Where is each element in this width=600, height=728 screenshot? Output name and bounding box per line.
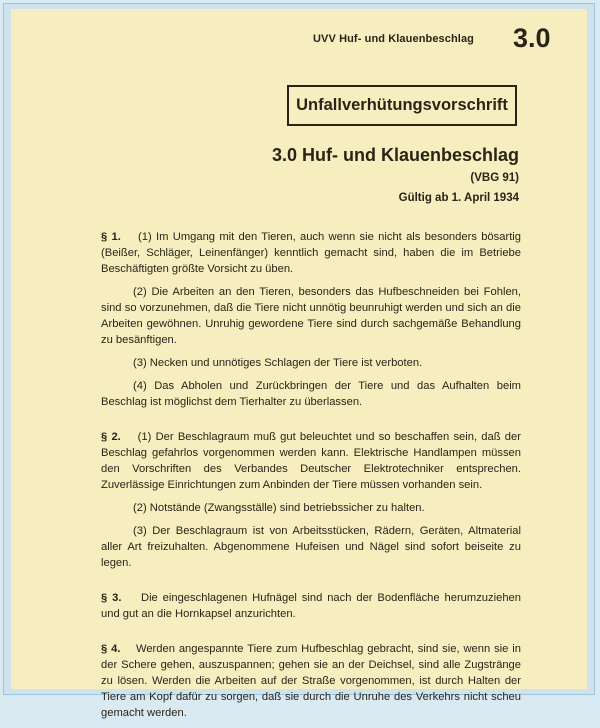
paragraph: (3) Der Beschlagraum ist von Arbeitsstücken, Rädern, Geräten, Altmaterial aller Art freizuhalten. Abgenommene Hufeisen und Nägel sind sofort beiseite zu legen. [101, 525, 521, 569]
regulation-title: Unfallverhütungsvorschrift [296, 96, 508, 114]
validity-date: Gültig ab 1. April 1934 [398, 192, 519, 204]
paragraph: (3) Necken und unnötiges Schlagen der Tiere ist verboten. [133, 357, 423, 369]
vbg-number: (VBG 91) [470, 172, 519, 184]
section-label: § 2. [101, 431, 121, 443]
paragraph-text: Werden angespannte Tiere zum Hufbeschlag gebracht, sind sie, wenn sie in der Schere gehen, auszuspannen; gehen sie an der Deichsel, sind alle Zugstränge zu lösen. Werden die Arbeiten auf der Straße vorgenommen, ist durch Halten der Tiere am Kopf dafür zu sorgen, daß sie durch die Unruhe des Verkehrs nicht scheu gemacht werden. [101, 643, 521, 719]
section-label: § 3. [101, 592, 122, 604]
paragraph: (2) Notstände (Zwangsställe) sind betriebssicher zu halten. [133, 502, 425, 514]
document-page [11, 9, 587, 719]
paragraph-text: (1) Im Umgang mit den Tieren, auch wenn sie nicht als besonders bösartig (Beißer, Schläger, Leinenfänger) kenntlich gemacht sind, haben die im Betriebe Beschäftigten größte Vorsicht zu üben. [101, 231, 522, 275]
section-label: § 1. [101, 231, 121, 243]
paragraph [101, 590, 521, 622]
paragraph-text: (1) Der Beschlagraum muß gut beleuchtet und so beschaffen sein, daß der Beschlag gefahrlos vorgenommen werden kann. Elektrische Handlampen müssen den Vorschriften des Verbandes Deutscher Elektrotechniker entsprechen. Zuverlässige Einrichtungen zum Anbinden der Tiere müssen vorhanden sein. [101, 431, 521, 491]
document-body [101, 229, 521, 728]
paragraph-text: Die eingeschlagenen Hufnägel sind nach der Bodenfläche herumzuziehen und gut an die Hornkapsel anzurichten. [101, 592, 521, 620]
paragraph: (4) Das Abholen und Zurückbringen der Tiere und das Aufhalten beim Beschlag ist möglichst dem Tierhalter zu überlassen. [101, 380, 521, 408]
header-text: UVV Huf- und Klauenbeschlag [313, 33, 474, 45]
paragraph [101, 229, 521, 277]
paragraph: (2) Die Arbeiten an den Tieren, besonders das Hufbeschneiden bei Fohlen, sind so vorzunehmen, daß die Tiere nicht unnötig beunruhigt werden und sich an die Arbeiten gewöhnen. Unruhig gewordene Tiere sind durch sachgemäße Behandlung zu besänftigen. [101, 286, 521, 346]
header-number: 3.0 [513, 23, 551, 53]
paragraph [101, 641, 521, 721]
paragraph [101, 429, 521, 493]
document-title: 3.0 Huf- und Klauenbeschlag [271, 145, 519, 165]
section-label: § 4. [101, 643, 121, 655]
regulation-title-box [287, 85, 517, 126]
